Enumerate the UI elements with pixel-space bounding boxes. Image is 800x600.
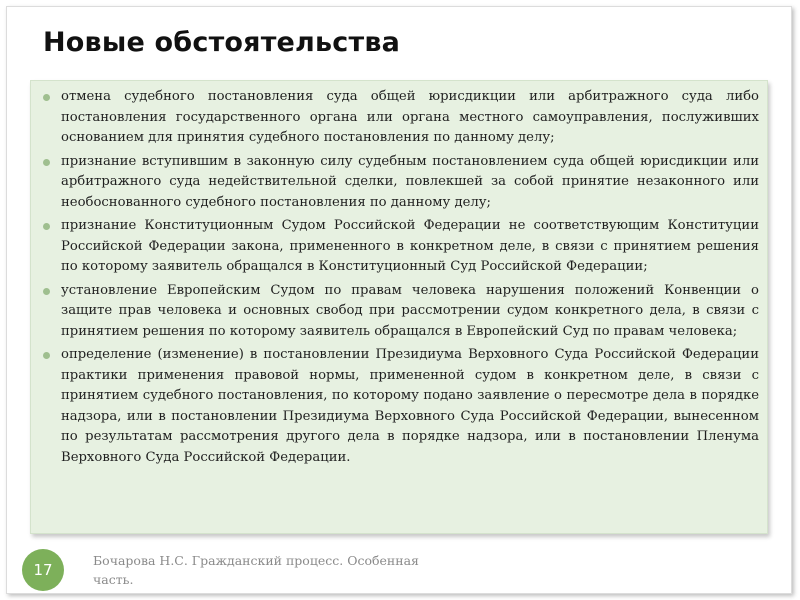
bullet-text: определение (изменение) в постановлении Президиума Верховного Суда Российской Федерации практики применения правовой нормы, примененной судом в конкретном деле, в связи с принятием судебного постановления, по которому подано заявление о пересмотре дела в порядке надзора, или в постановлении Президиума Верховного Суда Российской Федерации, вынесенном по результатам рассмотрения другого дела в порядке надзора, или в постановлении Пленума Верховного Суда Российской Федерации. [61, 347, 759, 465]
bullet-item [41, 281, 759, 343]
bullet-item [41, 152, 759, 214]
page-number-badge: 17 [22, 549, 64, 591]
bullet-text: признание Конституционным Судом Российской Федерации не соответствующим Конституции Российской Федерации закона, примененного в конкретном деле, в связи с принятием решения по которому заявитель обращался в Конституционный Суд Российской Федерации; [61, 218, 759, 274]
bullet-text: отмена судебного постановления суда общей юрисдикции или арбитражного суда либо постановления государственного органа или органа местного самоуправления, послуживших основанием для принятия судебного постановления по данному делу; [61, 89, 759, 145]
bullet-item [41, 345, 759, 468]
bullet-text: установление Европейским Судом по правам человека нарушения положений Конвенции о защите прав человека и основных свобод при рассмотрении судом конкретного дела, в связи с принятием решения по которому заявитель обращался в Европейский Суд по правам человека; [61, 282, 759, 339]
bullet-item [41, 87, 759, 149]
bullet-dot-icon [43, 223, 50, 230]
slide [6, 6, 792, 594]
footer-text: Бочарова Н.С. Гражданский процесс. Особенная часть. [93, 553, 419, 587]
content-box [30, 80, 768, 534]
bullet-dot-icon [43, 352, 50, 359]
bullet-dot-icon [43, 288, 50, 295]
bullet-dot-icon [43, 159, 50, 166]
bullet-text: признание вступившим в законную силу судебным постановлением суда общей юрисдикции или арбитражного суда недействительной сделки, повлекшей за собой принятие незаконного или необоснованного судебного постановления по данному делу; [61, 153, 759, 210]
bullet-dot-icon [43, 94, 50, 101]
slide-title: Новые обстоятельства [43, 27, 401, 58]
bullet-item [41, 216, 759, 278]
bullet-list [31, 81, 767, 468]
